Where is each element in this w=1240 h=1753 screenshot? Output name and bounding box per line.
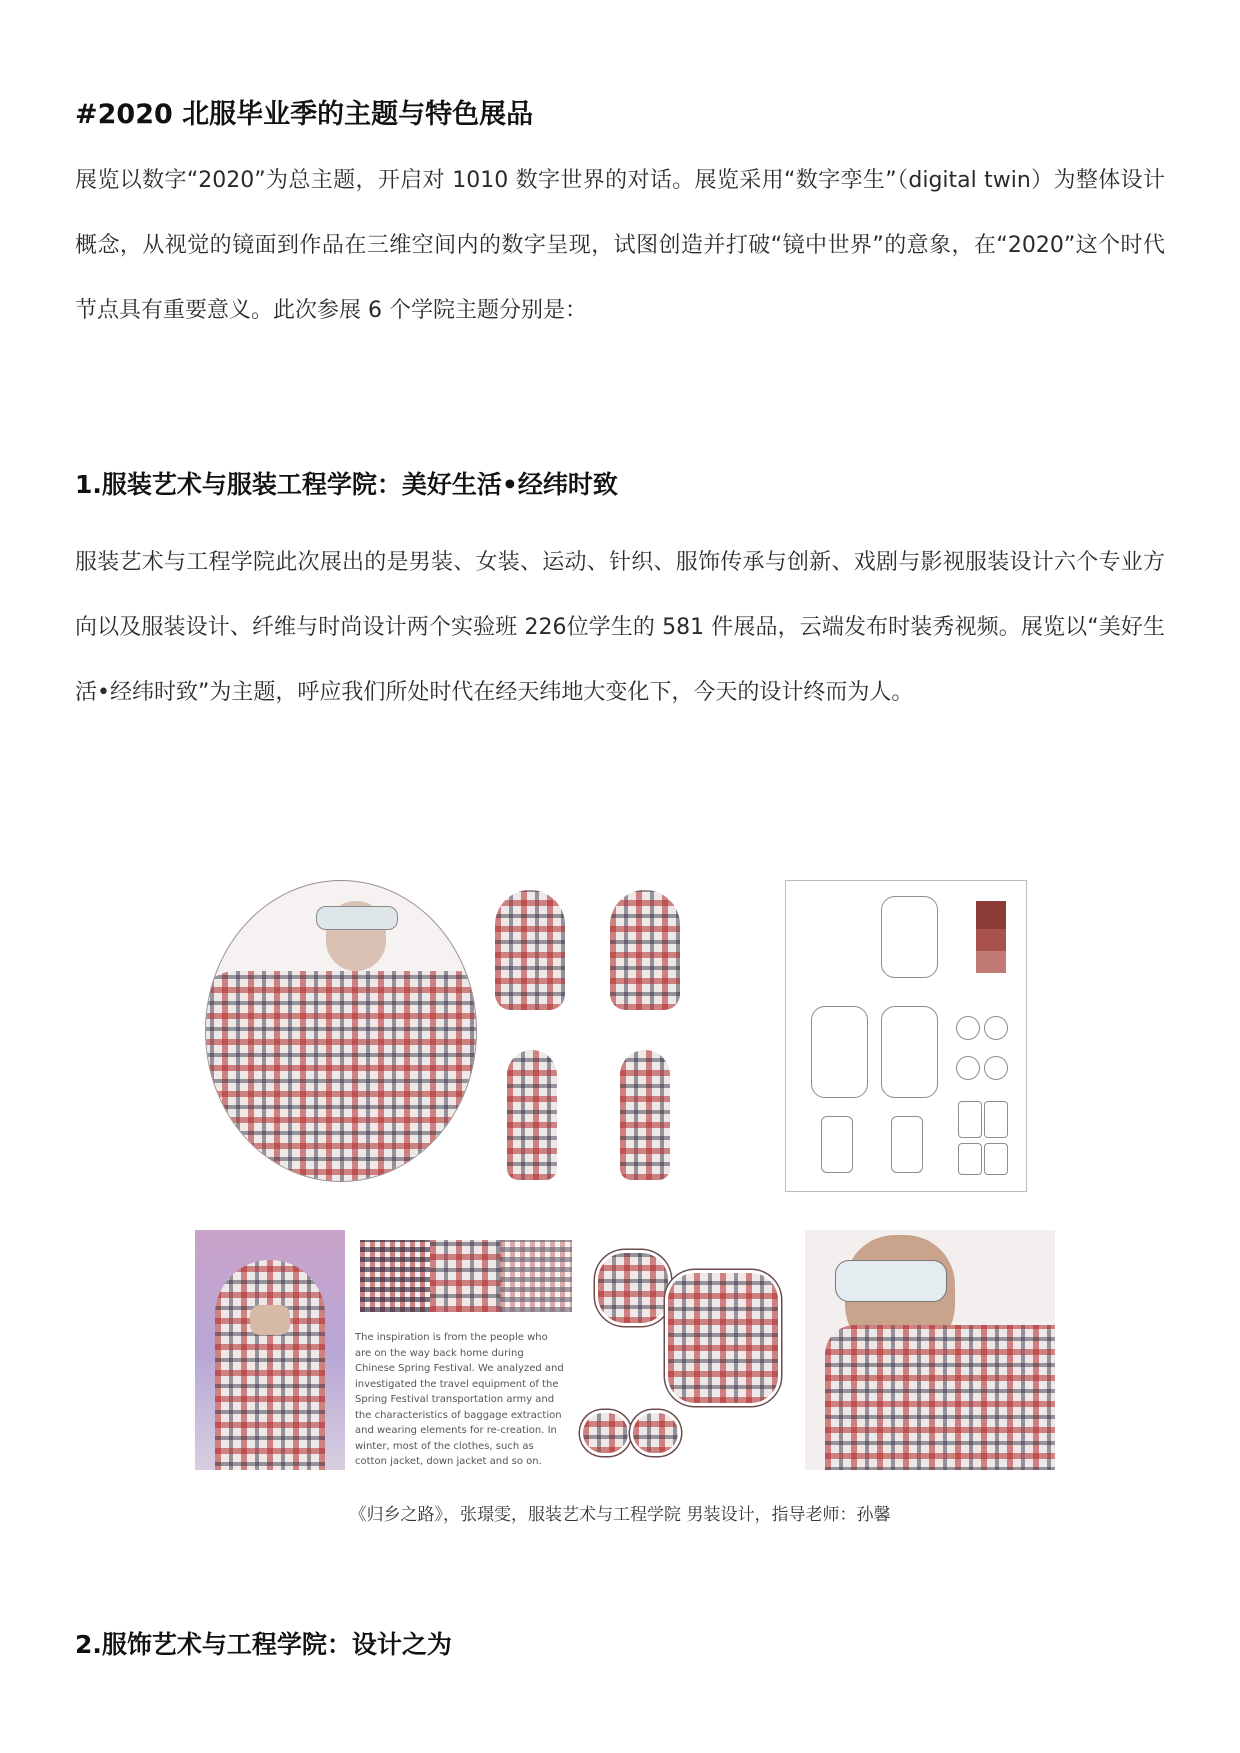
section-1-body: 服装艺术与工程学院此次展出的是男装、女装、运动、针织、服饰传承与创新、戏剧与影视服装设计六个专业方向以及服装设计、纤维与时尚设计两个实验班 226位学生的 581 件展品，云端发布时装秀视频。展览以“美好生活•经纬时致”为主题，呼应我们所处时代在经天纬地大变化下，今天的设计终而为人。: [75, 550, 1165, 705]
sticker-cutout-4: [630, 1410, 681, 1456]
section-1-title: 1.服装艺术与服装工程学院：美好生活•经纬时致: [75, 470, 618, 499]
color-swatch-2: [976, 929, 1006, 951]
front-view-photo-1: [495, 890, 565, 1010]
goggles-closeup-photo: [805, 1230, 1055, 1470]
oval-closeup-photo: [205, 880, 477, 1182]
intro-paragraph: 展览以数字“2020”为总主题，开启对 1010 数字世界的对话。展览采用“数字孪生”（digital twin）为整体设计概念，从视觉的镜面到作品在三维空间内的数字呈现，试图创造并打破“镜中世界”的意象，在“2020”这个时代节点具有重要意义。此次参展 6 个学院主题分别是：: [75, 168, 1165, 323]
side-view-photo-2: [620, 1050, 670, 1180]
hooded-model-photo: [195, 1230, 345, 1470]
section-2-title: 2.服饰艺术与工程学院：设计之为: [75, 1630, 452, 1659]
page-title: #2020 北服毕业季的主题与特色展品: [75, 99, 534, 130]
fabric-swatch-2: [430, 1240, 502, 1312]
sticker-cutout-3: [580, 1410, 631, 1456]
fabric-swatch-3: [500, 1240, 572, 1312]
sticker-cutout-2: [665, 1270, 781, 1406]
sticker-cutout-1: [595, 1250, 671, 1326]
color-swatch-1: [976, 901, 1006, 929]
inspiration-text: The inspiration is from the people who are on the way back home during Chinese Spring Festival. We analyzed and investigated the travel equipment of the Spring Festival transportation army and the characteristics of baggage extraction and wearing elements for re-creation. In winter, most of the clothes, such as cotton jacket, down jacket and so on.: [355, 1332, 564, 1467]
front-view-photo-2: [610, 890, 680, 1010]
design-collage-figure: [195, 850, 1055, 1480]
side-view-photo-1: [507, 1050, 557, 1180]
color-swatch-3: [976, 951, 1006, 973]
fabric-swatch-1: [360, 1240, 432, 1312]
flat-sketch-sheet: [785, 880, 1027, 1192]
figure-caption: 《归乡之路》，张璟雯，服装艺术与工程学院 男装设计，指导老师：孙馨: [349, 1505, 891, 1525]
